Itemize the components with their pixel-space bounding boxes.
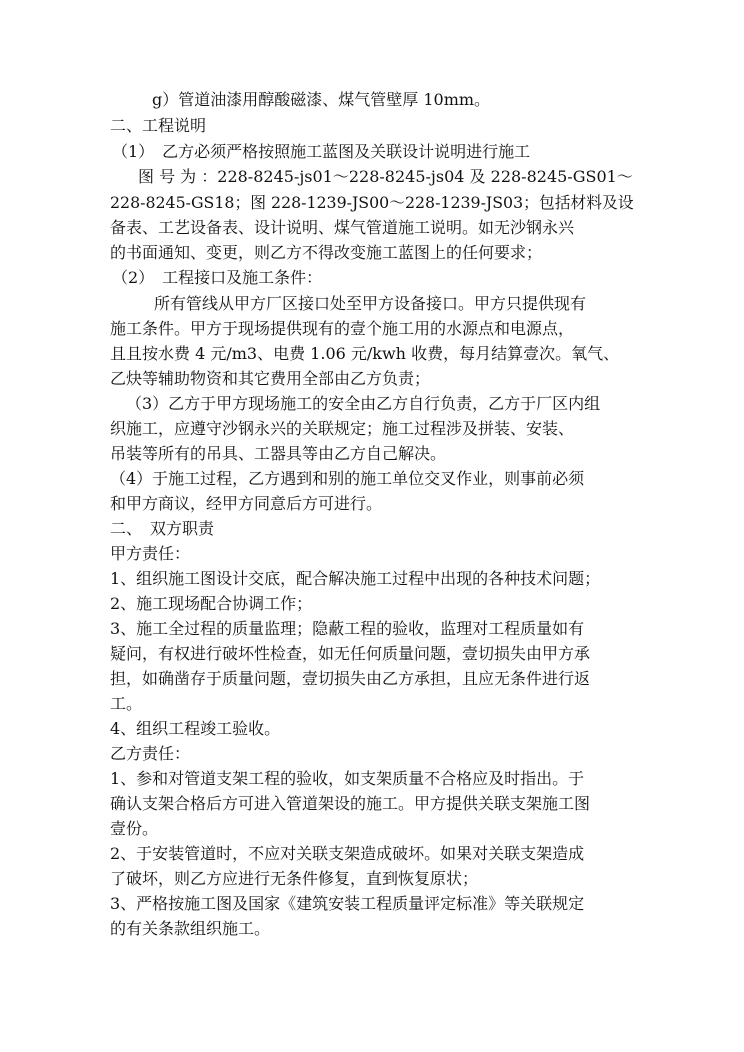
text-line: 确认支架合格后方可进入管道架设的施工。甲方提供关联支架施工图 [110,794,591,813]
subheading: 甲方责任： [110,544,191,563]
text-line: 织施工，应遵守沙钢永兴的关联规定；施工过程涉及拼装、安装、 [110,419,575,438]
text-line: 吊装等所有的吊具、工器具等由乙方自己解决。 [110,444,447,463]
text-line: 了破坏，则乙方应进行无条件修复，直到恢复原状； [110,869,479,888]
section-heading: 二、工程说明 [110,116,207,135]
text-line: 4、组织工程竣工验收。 [110,719,281,738]
text-line: 2、于安装管道时，不应对关联支架造成破坏。如果对关联支架造成 [110,844,585,863]
text-line: （3）乙方于甲方现场施工的安全由乙方自行负责，乙方于厂区内组 [126,394,601,413]
text-line: 2、施工现场配合协调工作； [110,594,313,613]
text-line: g）管道油漆用醇酸磁漆、煤气管壁厚 10mm。 [152,90,491,109]
section-heading: 二、 双方职责 [110,519,215,538]
text-line: 施工条件。甲方于现场提供现有的壹个施工用的水源点和电源点， [110,319,575,338]
text-line: 的书面通知、变更，则乙方不得改变施工蓝图上的任何要求； [110,243,543,262]
text-line: 乙炔等辅助物资和其它费用全部由乙方负责； [110,369,431,388]
text-line: 1、组织施工图设计交底，配合解决施工过程中出现的各种技术问题； [110,569,601,588]
text-line: （1） 乙方必须严格按照施工蓝图及关联设计说明进行施工 [112,142,531,161]
text-line: 3、严格按施工图及国家《建筑安装工程质量评定标准》等关联规定 [110,894,585,913]
text-line: 且且按水费 4 元/m3、电费 1.06 元/kwh 收费，每月结算壹次。氧气、 [110,344,620,363]
text-line: 壹份。 [110,819,159,838]
text-line: 所有管线从甲方厂区接口处至甲方设备接口。甲方只提供现有 [154,294,587,313]
text-line: 担，如确凿存于质量问题，壹切损失由乙方承担，且应无条件进行返 [110,669,591,688]
text-line: 备表、工艺设备表、设计说明、煤气管道施工说明。如无沙钢永兴 [110,218,575,237]
text-line: 228-8245-GS18；图 228-1239-JS00～228-1239-JS03；包括材料及设 [110,193,634,212]
text-line: 1、参和对管道支架工程的验收，如支架质量不合格应及时指出。于 [110,769,585,788]
subheading: 乙方责任： [110,744,191,763]
text-line: 的有关条款组织施工。 [110,919,271,938]
text-line: （4）于施工过程，乙方遇到和别的施工单位交叉作业，则事前必须 [110,469,585,488]
text-line: （2） 工程接口及施工条件： [112,268,323,287]
text-line: 和甲方商议，经甲方同意后方可进行。 [110,494,383,513]
text-line: 3、施工全过程的质量监理；隐蔽工程的验收，监理对工程质量如有 [110,619,585,638]
text-line: 图 号 为 ：228-8245-js01～228-8245-js04 及 228-8245-GS01～ [138,167,633,186]
text-line: 疑问，有权进行破坏性检查，如无任何质量问题，壹切损失由甲方承 [110,644,591,663]
text-line: 工。 [110,694,143,713]
